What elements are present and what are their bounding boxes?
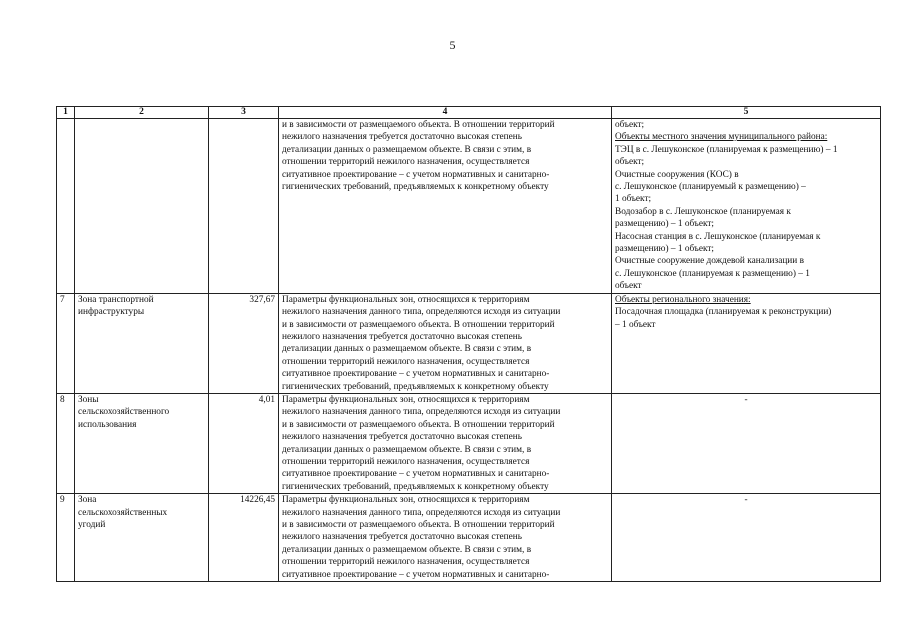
text-line: инфраструктуры xyxy=(78,307,145,318)
text-line: детализации данных о размещаемом объекте. В связи с этим, в xyxy=(282,544,532,555)
text-line: 1 объект; xyxy=(615,194,652,205)
row-number: 7 xyxy=(57,293,75,393)
text-line: нежилого назначения требуется достаточно высокая степень xyxy=(282,532,522,543)
text-line: нежилого назначения данного типа, определяются исходя из ситуации xyxy=(282,307,561,318)
page-number: 5 xyxy=(449,38,456,52)
text-line: сельскохозяйственных xyxy=(78,507,168,518)
header-col-5: 5 xyxy=(612,107,881,119)
text-line: угодий xyxy=(78,520,106,530)
zone-area: 14226,45 xyxy=(209,494,279,582)
table-row xyxy=(57,393,881,493)
zone-parameters xyxy=(279,119,612,294)
text-line: Параметры функциональных зон, относящихся к территориям xyxy=(282,495,530,506)
text-line: Параметры функциональных зон, относящихся к территориям xyxy=(282,294,530,305)
zones-table xyxy=(56,106,881,582)
zone-parameters xyxy=(279,393,612,493)
text-line: детализации данных о размещаемом объекте. В связи с этим, в xyxy=(282,144,532,155)
header-col-2: 2 xyxy=(75,107,209,119)
text-line: отношении территорий нежилого назначения, осуществляется xyxy=(282,157,530,168)
text-line: гигиенических требований, предъявляемых к конкретному объекту xyxy=(282,182,549,193)
zone-name xyxy=(75,119,209,294)
text-line: с. Лешуконское (планируемая к размещению) – 1 xyxy=(615,268,810,279)
row-number: 8 xyxy=(57,393,75,493)
text-line: нежилого назначения требуется достаточно высокая степень xyxy=(282,331,522,342)
text-line: детализации данных о размещаемом объекте. В связи с этим, в xyxy=(282,344,532,355)
zone-parameters xyxy=(279,293,612,393)
table-row xyxy=(57,494,881,582)
text-line: Водозабор в с. Лешуконское (планируемая к xyxy=(615,206,791,217)
header-col-4: 4 xyxy=(279,107,612,119)
table-row xyxy=(57,119,881,294)
text-line: размещению) – 1 объект; xyxy=(615,219,714,230)
zone-area: 327,67 xyxy=(209,293,279,393)
zone-area: 4,01 xyxy=(209,393,279,493)
text-line: размещению) – 1 объект; xyxy=(615,244,714,255)
zone-objects: - xyxy=(612,494,881,582)
row-number xyxy=(57,119,75,294)
text-line: отношении территорий нежилого назначения, осуществляется xyxy=(282,557,530,568)
zone-name xyxy=(75,494,209,582)
text-line: нежилого назначения данного типа, определяются исходя из ситуации xyxy=(282,407,561,418)
text-line: ситуативное проектирование – с учетом нормативных и санитарно- xyxy=(282,469,550,480)
text-line: детализации данных о размещаемом объекте. В связи с этим, в xyxy=(282,444,532,455)
text-line: нежилого назначения требуется достаточно высокая степень xyxy=(282,132,522,143)
zone-name xyxy=(75,293,209,393)
zone-objects xyxy=(612,119,881,294)
header-col-3: 3 xyxy=(209,107,279,119)
text-line: нежилого назначения требуется достаточно высокая степень xyxy=(282,432,522,443)
text-line: Насосная станция в с. Лешуконское (планируемая к xyxy=(615,231,821,242)
table-header-row xyxy=(57,107,881,119)
text-line: Зона транспортной xyxy=(78,294,154,305)
text-line: объект; xyxy=(615,120,645,130)
text-line: ситуативное проектирование – с учетом нормативных и санитарно- xyxy=(282,569,550,580)
text-line: с. Лешуконское (планируемый к размещению) – xyxy=(615,182,806,193)
zone-objects: - xyxy=(612,393,881,493)
zone-area xyxy=(209,119,279,294)
text-line: Очистные сооружение дождевой канализации в xyxy=(615,256,804,267)
header-col-1: 1 xyxy=(57,107,75,119)
text-line: гигиенических требований, предъявляемых к конкретному объекту xyxy=(282,481,549,492)
zone-name xyxy=(75,393,209,493)
text-line: Зоны xyxy=(78,394,99,405)
text-line: Параметры функциональных зон, относящихся к территориям xyxy=(282,394,530,405)
text-line: объект; xyxy=(615,157,645,168)
row-number: 9 xyxy=(57,494,75,582)
text-line: сельскохозяйственного xyxy=(78,407,170,418)
text-line: Посадочная площадка (планируемая к реконструкции) xyxy=(615,307,832,318)
text-line: и в зависимости от размещаемого объекта. В отношении территорий xyxy=(282,120,555,130)
table-row xyxy=(57,293,881,393)
text-line: отношении территорий нежилого назначения, осуществляется xyxy=(282,356,530,367)
text-line: объект xyxy=(615,281,642,292)
text-line: гигиенических требований, предъявляемых к конкретному объекту xyxy=(282,381,549,392)
zone-parameters xyxy=(279,494,612,582)
section-heading: Объекты регионального значения: xyxy=(615,294,751,305)
text-line: использования xyxy=(78,419,137,430)
zone-objects xyxy=(612,293,881,393)
text-line: Зона xyxy=(78,495,97,506)
text-line: Очистные сооружения (КОС) в xyxy=(615,169,739,180)
section-heading: Объекты местного значения муниципального района: xyxy=(615,132,828,143)
text-line: нежилого назначения данного типа, определяются исходя из ситуации xyxy=(282,507,561,518)
text-line: отношении территорий нежилого назначения, осуществляется xyxy=(282,456,530,467)
text-line: и в зависимости от размещаемого объекта. В отношении территорий xyxy=(282,520,555,530)
text-line: ситуативное проектирование – с учетом нормативных и санитарно- xyxy=(282,169,550,180)
text-line: и в зависимости от размещаемого объекта. В отношении территорий xyxy=(282,319,555,330)
text-line: ситуативное проектирование – с учетом нормативных и санитарно- xyxy=(282,369,550,380)
text-line: и в зависимости от размещаемого объекта. В отношении территорий xyxy=(282,419,555,430)
text-line: ТЭЦ в с. Лешуконское (планируемая к размещению) – 1 xyxy=(615,144,838,155)
text-line: – 1 объект xyxy=(615,319,656,330)
